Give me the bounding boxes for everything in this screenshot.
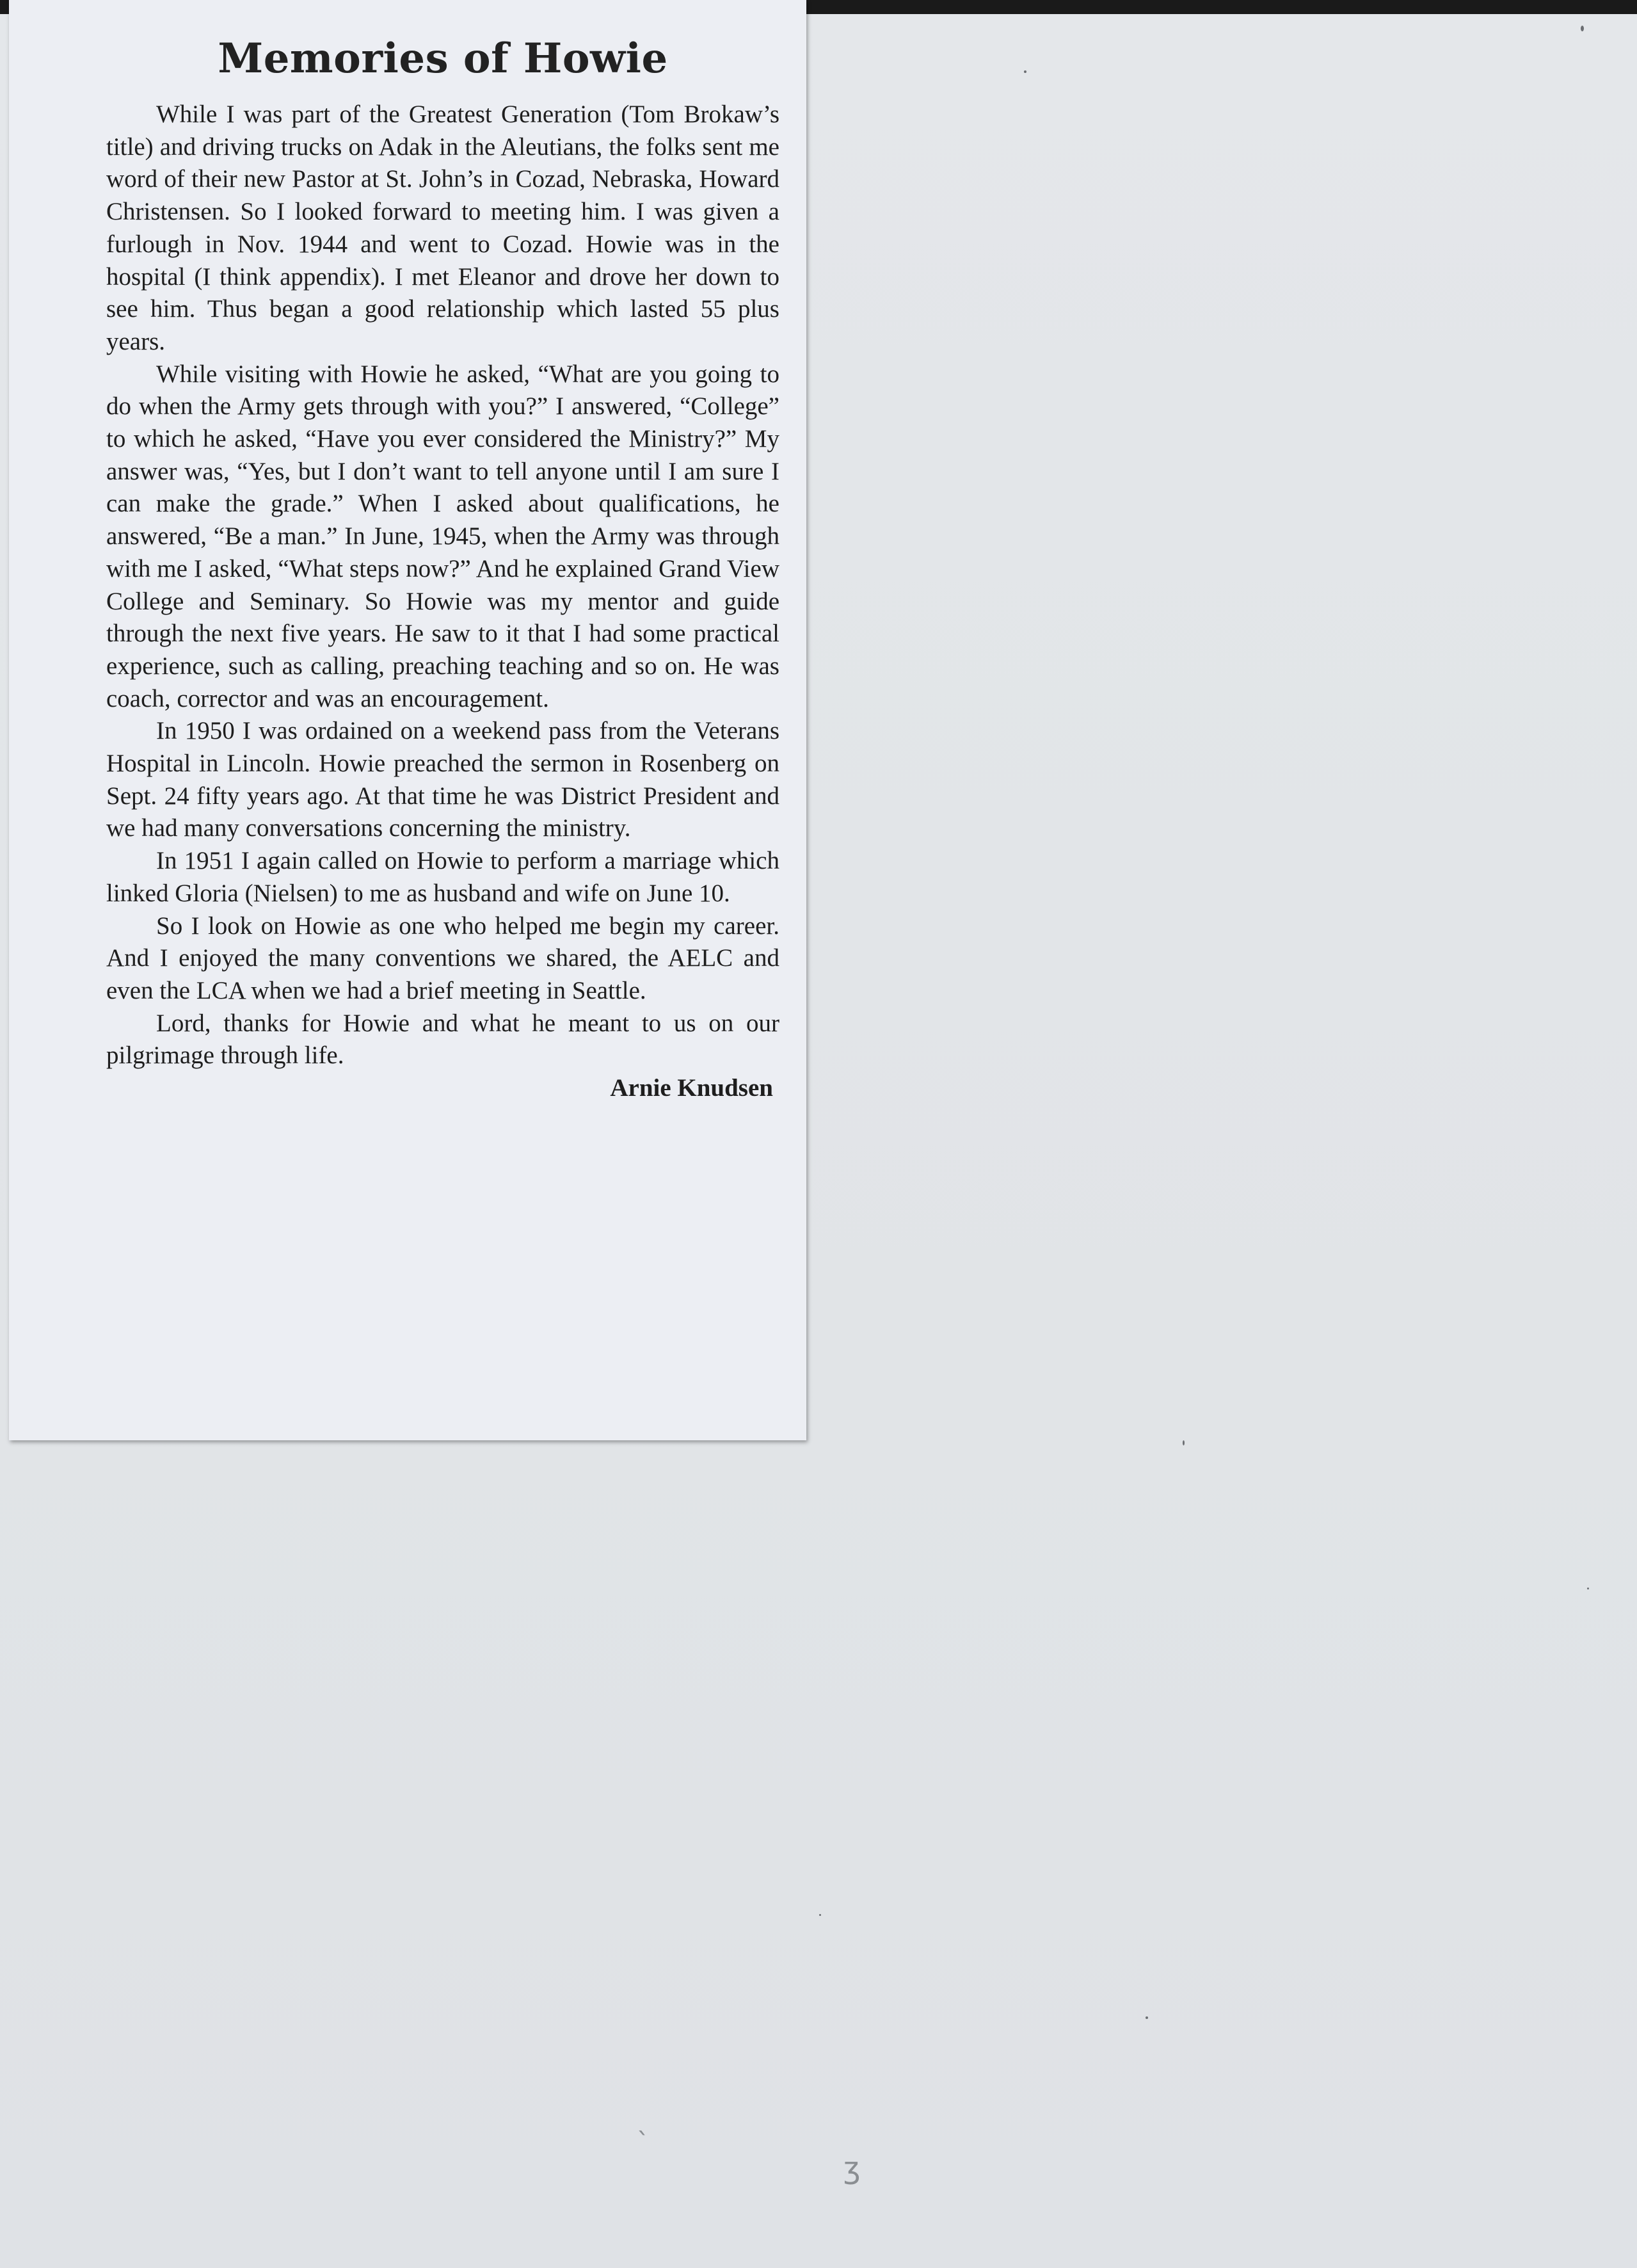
article-paragraph: In 1950 I was ordained on a weekend pass from the Veterans Hospital in Lincoln. Howie preached the sermon in Rosenberg on Sept. 24 fifty years ago. At that time he was District President and we had many conversations concerning the ministry. [106,717,779,842]
article-headline: Memories of Howie [218,35,668,83]
article [106,28,779,1104]
article-byline: Arnie Knudsen [610,1074,773,1102]
dust-speck [1581,26,1584,31]
article-paragraph: While visiting with Howie he asked, “What are you going to do when the Army gets through with you?” I answered, “College” to which he asked, “Have you ever considered the Ministry?” My answer was, “Yes, but I don’t want to tell anyone until I am sure I can make the grade.” When I asked about qualifications, he answered, “Be a man.” In June, 1945, when the Army was through with me I asked, “What steps now?” And he explained Grand View College and Seminary. So Howie was my mentor and guide through the next five years. He saw to it that I had some practical experience, such as calling, preaching teaching and so on. He was coach, corrector and was an encouragement. [106,360,779,712]
article-paragraph: So I look on Howie as one who helped me begin my career. And I enjoyed the many conventions we shared, the AELC and even the LCA when we had a brief meeting in Seattle. [106,912,779,1004]
article-paragraph: Lord, thanks for Howie and what he meant to us on our pilgrimage through life. [106,1009,779,1070]
scratch-mark-icon: ˎ [637,2106,650,2135]
newspaper-clipping [9,0,806,1440]
dust-speck [1587,1588,1589,1589]
dust-speck [1146,2016,1148,2019]
dust-speck [1024,70,1026,73]
dust-speck [1183,1440,1185,1445]
article-paragraph: While I was part of the Greatest Generation (Tom Brokaw’s title) and driving trucks on Adak in the Aleutians, the folks sent me word of their new Pastor at St. John’s in Cozad, Nebraska, Howard Christensen. So I looked forward to meeting him. I was given a furlough in Nov. 1944 and went to Cozad. Howie was in the hospital (I think appendix). I met Eleanor and drove her down to see him. Thus began a good relationship which lasted 55 plus years. [106,101,779,355]
article-paragraph: In 1951 I again called on Howie to perform a marriage which linked Gloria (Nielsen) to me as husband and wife on June 10. [106,847,779,907]
scratch-mark-icon: ʒ [843,2151,861,2185]
dust-speck [819,1914,821,1916]
